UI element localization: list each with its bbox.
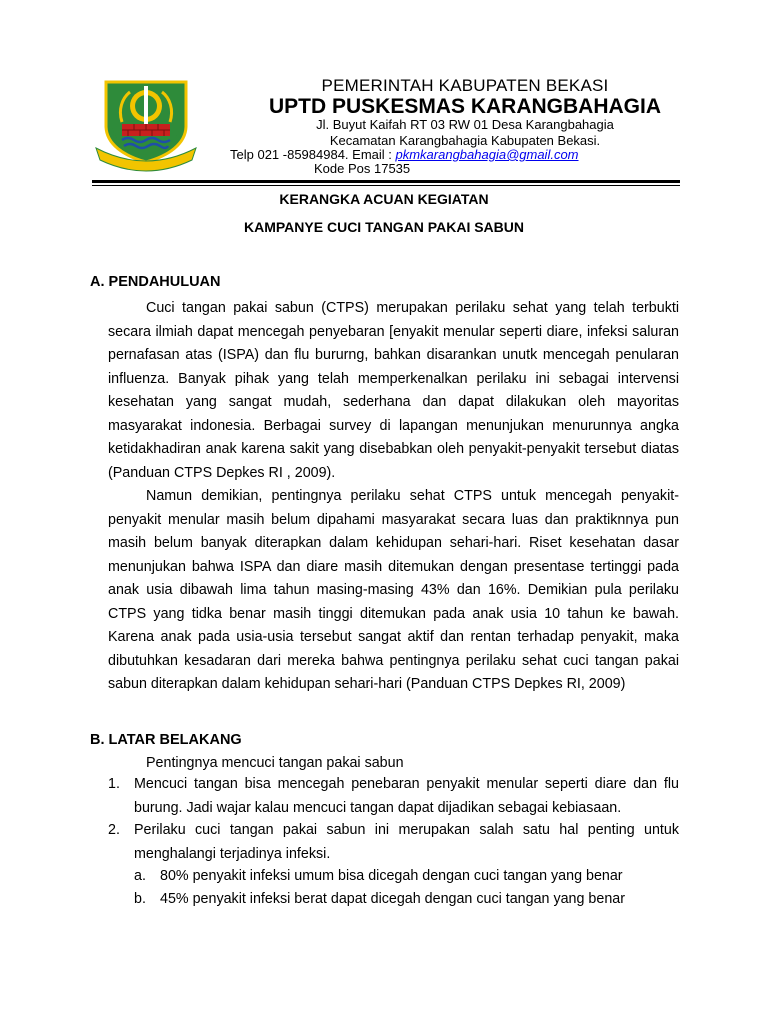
section-a-heading: A. PENDAHULUAN: [90, 274, 221, 290]
postal-code: Kode Pos 17535: [314, 161, 411, 176]
kabupaten-bekasi-logo: [92, 78, 200, 172]
list-item: [108, 773, 679, 821]
document-subtitle: KAMPANYE CUCI TANGAN PAKAI SABUN: [244, 219, 524, 235]
document-title: KERANGKA ACUAN KEGIATAN: [279, 191, 489, 207]
list-item: [108, 819, 679, 867]
institution-name: UPTD PUSKESMAS KARANGBAHAGIA: [268, 95, 662, 118]
address-line-1: Jl. Buyut Kaifah RT 03 RW 01 Desa Karangbahagia: [316, 117, 614, 132]
sub-list-item-text: 80% penyakit infeksi umum bisa dicegah dengan cuci tangan yang benar: [160, 868, 623, 884]
section-a-paragraph-1: Cuci tangan pakai sabun (CTPS) merupakan perilaku sehat yang telah terbukti secara ilmiah dapat mencegah penyebaran [enyakit menular seperti diare, infeksi saluran pernafasan atas (ISPA) dan flu bururng, bahkan disarankan unutk mencegah penularan influenza. Banyak pihak yang telah memperkenalkan perilaku ini sebagai intervensi kesehatan yang sangat mudah, sederhana dan dapat dilakukan oleh mayoritas masyarakat indonesia. Berbagai survey di lapangan menunjukan menurunnya angka ketidakhadiran anak karena sakit yang disebabkan oleh penyakit-penyakit tersebut diatas (Panduan CTPS Depkes RI , 2009).: [108, 300, 679, 481]
section-b-heading: B. LATAR BELAKANG: [90, 732, 242, 748]
sub-list-item-letter: a.: [134, 868, 146, 884]
sub-list-item: [134, 865, 679, 889]
list-item-number: 1.: [108, 776, 120, 792]
email-link[interactable]: pkmkarangbahagia@gmail.com: [395, 147, 579, 162]
address-line-2: Kecamatan Karangbahagia Kabupaten Bekasi.: [329, 133, 601, 148]
sub-list-item-text: 45% penyakit infeksi berat dapat dicegah dengan cuci tangan yang benar: [160, 891, 625, 907]
government-name: PEMERINTAH KABUPATEN BEKASI: [321, 76, 609, 95]
bamboo-spear: [144, 86, 148, 126]
list-item-text: Perilaku cuci tangan pakai sabun ini merupakan salah satu hal penting untuk menghalangi terjadinya infeksi.: [134, 822, 679, 862]
letterhead-divider-thin: [92, 185, 680, 186]
contact-line: [230, 147, 579, 162]
sub-list-item: [134, 888, 679, 912]
section-b-intro: Pentingnya mencuci tangan pakai sabun: [146, 755, 404, 771]
list-item-number: 2.: [108, 822, 120, 838]
sub-list-item-letter: b.: [134, 891, 146, 907]
section-a-paragraph-2: Namun demikian, pentingnya perilaku sehat CTPS untuk mencegah penyakit-penyakit menular masih belum dipahami masyarakat secara luas dan praktiknnya pun masih belum banyak diterapkan dalam kehidupan sehari-hari. Riset kesehatan dasar menunjukan bahwa ISPA dan diare masih ditemukan dengan presentase tertinggi pada anak usia dibawah lima tahun masing-masing 43% dan 16%. Demikian pula perilaku CTPS yang tidka benar masih tinggi ditemukan pada anak usia 10 tahun ke bawah. Karena anak pada usia-usia tersebut sangat aktif dan rentan terhadap penyakit, maka dibutuhkan kesadaran dari mereka bahwa pentingnya perilaku sehat cuci tangan pakai sabun diterapkan dalam kehidupan sehari-hari (Panduan CTPS Depkes RI, 2009): [108, 488, 679, 692]
list-item-text: Mencuci tangan bisa mencegah penebaran penyakit menular seperti diare dan flu burung. Jadi wajar kalau mencuci tangan dapat dijadikan sebagai kebiasaan.: [134, 776, 679, 816]
letterhead-divider-thick: [92, 180, 680, 183]
phone-text: Telp 021 -85984984. Email :: [230, 147, 396, 162]
